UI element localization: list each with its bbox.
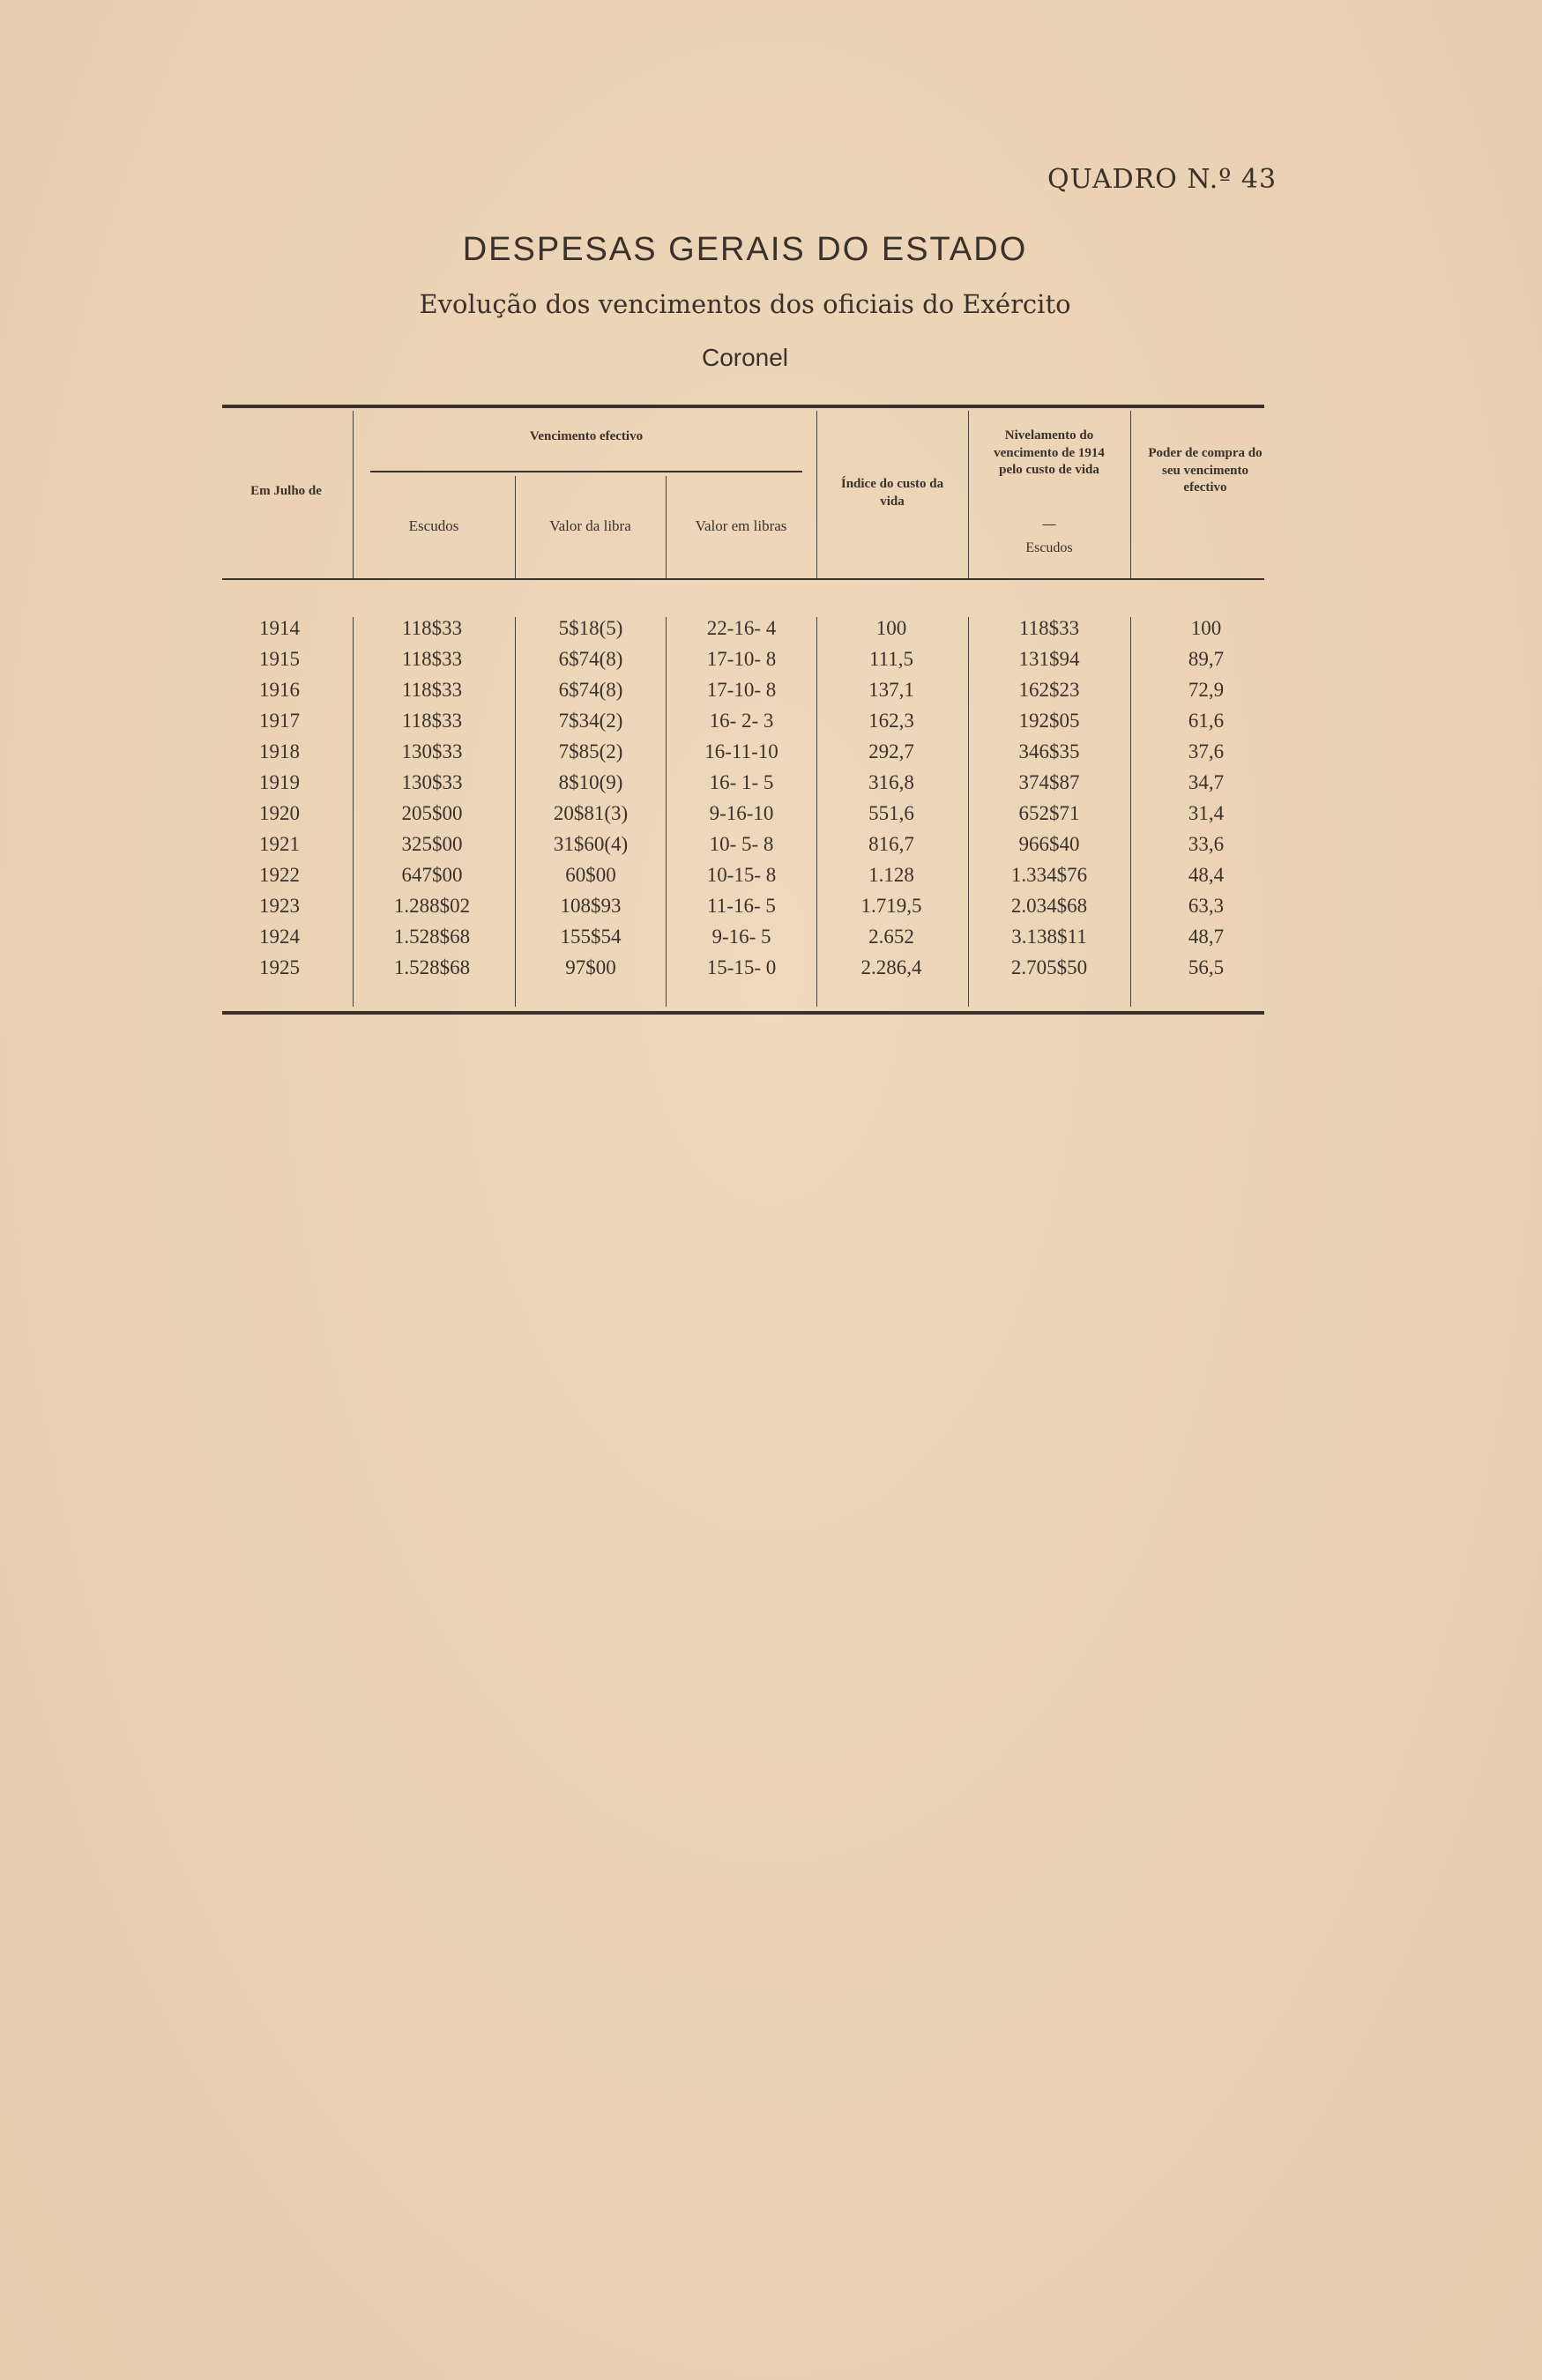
valor-libra-cell: 97$00 bbox=[565, 956, 616, 978]
year-cell: 1921 bbox=[259, 833, 300, 855]
indice-cell: 551,6 bbox=[868, 802, 914, 824]
valor-em-libras-cell: 9-16- 5 bbox=[711, 926, 771, 948]
escudos-cell: 205$00 bbox=[401, 802, 463, 824]
year-cell: 1918 bbox=[259, 740, 300, 762]
year-cell: 1925 bbox=[259, 956, 300, 978]
indice-cell: 2.652 bbox=[868, 926, 914, 948]
poder-cell: 56,5 bbox=[1188, 956, 1225, 978]
nivelamento-cell: 118$33 bbox=[1018, 617, 1080, 639]
valor-libra-cell: 6$74(8) bbox=[558, 679, 623, 701]
header-indice: Índice do custo da vida bbox=[840, 477, 944, 509]
year-cell: 1922 bbox=[259, 864, 300, 886]
header-year: Em Julho de bbox=[250, 484, 322, 498]
table-bottom-rule bbox=[222, 1011, 1264, 1015]
escudos-cell: 1.528$68 bbox=[393, 926, 471, 948]
valor-libra-cell: 20$81(3) bbox=[553, 802, 629, 824]
valor-em-libras-cell: 16- 2- 3 bbox=[709, 710, 774, 732]
indice-cell: 316,8 bbox=[868, 771, 914, 793]
indice-cell: 100 bbox=[875, 617, 907, 639]
year-cell: 1919 bbox=[259, 771, 300, 793]
escudos-cell: 130$33 bbox=[401, 771, 463, 793]
poder-cell: 48,4 bbox=[1188, 864, 1225, 886]
valor-libra-cell: 60$00 bbox=[565, 864, 616, 886]
indice-cell: 1.719,5 bbox=[860, 895, 922, 917]
valor-em-libras-cell: 10-15- 8 bbox=[706, 864, 777, 886]
valor-libra-cell: 108$93 bbox=[560, 895, 622, 917]
quadro-number: QUADRO N.º 43 bbox=[1047, 164, 1278, 195]
valor-libra-cell: 6$74(8) bbox=[558, 648, 623, 670]
header-valor-libra: Valor da libra bbox=[549, 517, 631, 534]
header-nivelamento: Nivelamento do vencimento de 1914 pelo custo de vida bbox=[994, 428, 1105, 477]
valor-em-libras-cell: 9-16-10 bbox=[709, 802, 774, 824]
valor-em-libras-cell: 17-10- 8 bbox=[706, 648, 777, 670]
header-divider bbox=[1130, 411, 1131, 578]
body-divider bbox=[968, 617, 969, 1007]
escudos-cell: 118$33 bbox=[401, 710, 463, 732]
header-valor-em-libras: Valor em libras bbox=[695, 517, 787, 534]
poder-cell: 89,7 bbox=[1188, 648, 1225, 670]
indice-cell: 1.128 bbox=[868, 864, 914, 886]
indice-cell: 162,3 bbox=[868, 710, 914, 732]
year-cell: 1915 bbox=[259, 648, 300, 670]
year-cell: 1914 bbox=[259, 617, 300, 639]
year-cell: 1923 bbox=[259, 895, 300, 917]
year-cell: 1920 bbox=[259, 802, 300, 824]
indice-cell: 2.286,4 bbox=[860, 956, 922, 978]
nivelamento-cell: 2.034$68 bbox=[1010, 895, 1088, 917]
poder-cell: 34,7 bbox=[1188, 771, 1225, 793]
header-nivelamento-unit: Escudos bbox=[1025, 540, 1073, 555]
escudos-cell: 130$33 bbox=[401, 740, 463, 762]
poder-cell: 61,6 bbox=[1188, 710, 1225, 732]
header-group-vencimento: Vencimento efectivo bbox=[529, 429, 644, 443]
valor-libra-cell: 31$60(4) bbox=[553, 833, 629, 855]
header-escudos: Escudos bbox=[408, 517, 459, 534]
year-cell: 1916 bbox=[259, 679, 300, 701]
nivelamento-cell: 3.138$11 bbox=[1011, 926, 1087, 948]
indice-cell: 111,5 bbox=[868, 648, 914, 670]
header-nivelamento-dash: — bbox=[1042, 517, 1056, 532]
valor-em-libras-cell: 15-15- 0 bbox=[706, 956, 777, 978]
escudos-cell: 1.528$68 bbox=[393, 956, 471, 978]
nivelamento-cell: 192$05 bbox=[1018, 710, 1080, 732]
nivelamento-cell: 966$40 bbox=[1018, 833, 1080, 855]
nivelamento-cell: 162$23 bbox=[1018, 679, 1080, 701]
indice-cell: 292,7 bbox=[868, 740, 914, 762]
year-cell: 1917 bbox=[259, 710, 300, 732]
poder-cell: 31,4 bbox=[1188, 802, 1225, 824]
page-title: DESPESAS GERAIS DO ESTADO bbox=[462, 231, 1028, 268]
escudos-cell: 118$33 bbox=[401, 617, 463, 639]
valor-libra-cell: 8$10(9) bbox=[558, 771, 623, 793]
escudos-cell: 647$00 bbox=[401, 864, 463, 886]
indice-cell: 816,7 bbox=[868, 833, 914, 855]
valor-em-libras-cell: 10- 5- 8 bbox=[709, 833, 774, 855]
header-divider bbox=[816, 411, 817, 578]
valor-libra-cell: 7$85(2) bbox=[558, 740, 623, 762]
indice-cell: 137,1 bbox=[868, 679, 914, 701]
poder-cell: 37,6 bbox=[1188, 740, 1225, 762]
nivelamento-cell: 131$94 bbox=[1018, 648, 1080, 670]
nivelamento-cell: 374$87 bbox=[1018, 771, 1080, 793]
poder-cell: 72,9 bbox=[1188, 679, 1225, 701]
nivelamento-cell: 1.334$76 bbox=[1010, 864, 1088, 886]
poder-cell: 48,7 bbox=[1188, 926, 1225, 948]
table-header-rule bbox=[222, 578, 1264, 580]
escudos-cell: 325$00 bbox=[401, 833, 463, 855]
table-top-rule bbox=[222, 405, 1264, 408]
poder-cell: 100 bbox=[1190, 617, 1222, 639]
escudos-cell: 118$33 bbox=[401, 648, 463, 670]
valor-libra-cell: 7$34(2) bbox=[558, 710, 623, 732]
valor-em-libras-cell: 17-10- 8 bbox=[706, 679, 777, 701]
poder-cell: 33,6 bbox=[1188, 833, 1225, 855]
page-subtitle: Evolução dos vencimentos dos oficiais do Exército bbox=[419, 289, 1071, 319]
nivelamento-cell: 2.705$50 bbox=[1010, 956, 1088, 978]
header-poder: Poder de compra do seu vencimento efectivo bbox=[1148, 446, 1263, 495]
valor-libra-cell: 5$18(5) bbox=[558, 617, 623, 639]
rank-label: Coronel bbox=[701, 344, 789, 371]
header-divider bbox=[353, 411, 354, 578]
escudos-cell: 118$33 bbox=[401, 679, 463, 701]
nivelamento-cell: 346$35 bbox=[1018, 740, 1080, 762]
valor-libra-cell: 155$54 bbox=[560, 926, 622, 948]
poder-cell: 63,3 bbox=[1188, 895, 1225, 917]
valor-em-libras-cell: 22-16- 4 bbox=[706, 617, 777, 639]
valor-em-libras-cell: 16-11-10 bbox=[704, 740, 778, 762]
valor-em-libras-cell: 11-16- 5 bbox=[707, 895, 776, 917]
escudos-cell: 1.288$02 bbox=[393, 895, 471, 917]
year-cell: 1924 bbox=[259, 926, 300, 948]
valor-em-libras-cell: 16- 1- 5 bbox=[709, 771, 774, 793]
header-group-brace bbox=[370, 471, 802, 472]
nivelamento-cell: 652$71 bbox=[1018, 802, 1080, 824]
